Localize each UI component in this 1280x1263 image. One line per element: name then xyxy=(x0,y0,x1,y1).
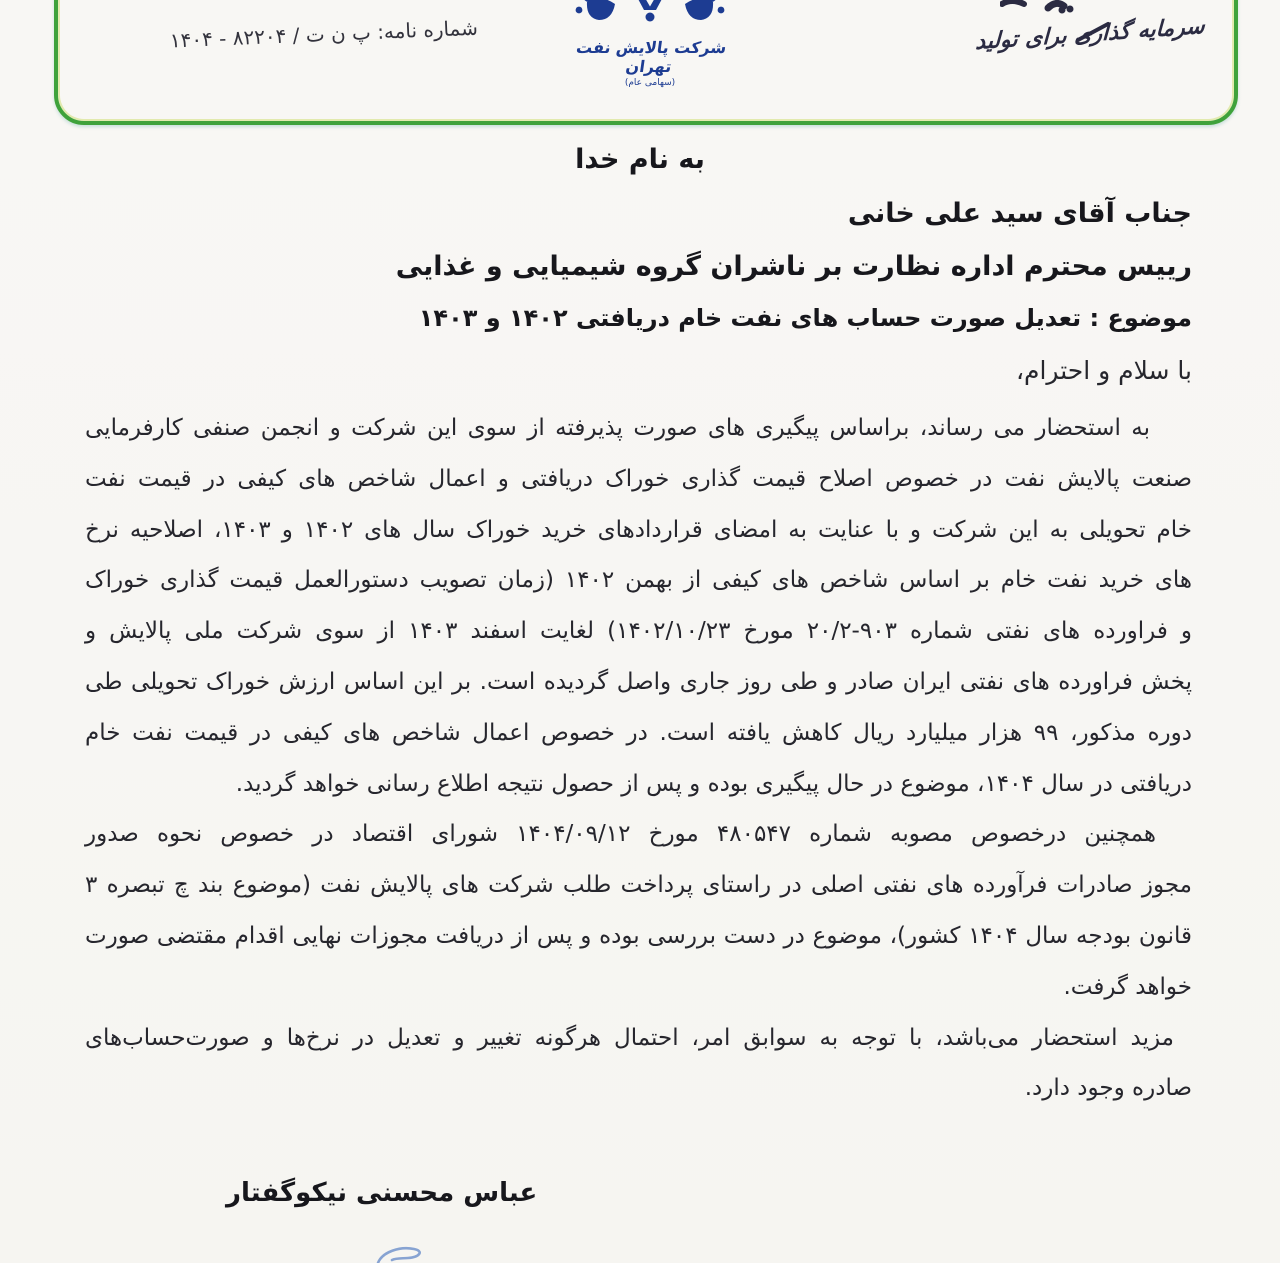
body-lines xyxy=(85,403,1192,1114)
company-logo xyxy=(566,0,734,88)
salutation: با سلام و احترام، xyxy=(1015,356,1192,385)
body-line: به استحضار می رساند، براساس پیگیری های صورت پذیرفته از سوی این شرکت و انجمن صنفی کارفرمایی xyxy=(85,415,1150,441)
letterhead-slogan: سرمایه گذاری برای تولید xyxy=(974,13,1206,56)
body-line: صادره وجود دارد. xyxy=(1024,1075,1192,1102)
recipient-name: جناب آقای سید علی خانی xyxy=(847,198,1192,229)
subject-line: موضوع : تعدیل صورت حساب های نفت خام دریافتی ۱۴۰۲ و ۱۴۰۳ xyxy=(418,304,1192,332)
body-line: های خرید نفت خام بر اساس شاخص های کیفی از بهمن ۱۴۰۲ (زمان تصویب دستورالعمل قیمت گذاری خوراک xyxy=(85,567,1192,594)
body-line: مجوز صادرات فرآورده های نفتی اصلی در راستای پرداخت طلب شرکت های پالایش نفت (موضوع بند چ تبصره ۳ xyxy=(85,872,1192,899)
body-line: خواهد گرفت. xyxy=(1063,973,1192,1000)
signature-name: عباس محسنی نیکوگفتار xyxy=(226,1178,538,1208)
body-line: و فراورده های نفتی شماره ۹۰۳-۲۰/۲ مورخ ۱۴۰۲/۱۰/۲۳) لغایت اسفند ۱۴۰۳ از سوی شرکت ملی پالایش و xyxy=(85,618,1192,645)
letter-headers xyxy=(82,198,1192,385)
body-line: مزید استحضار می‌باشد، با توجه به سوابق امر، احتمال هرگونه تغییر و تعدیل در نرخ‌ها و صورت‌حساب‌های xyxy=(85,1024,1174,1051)
body-line: همچنین درخصوص مصوبه شماره ۴۸۰۵۴۷ مورخ ۱۴۰۴/۰۹/۱۲ شورای اقتصاد در خصوص نحوه صدور xyxy=(85,821,1156,848)
handwritten-signature-stroke xyxy=(374,1244,434,1263)
body-line: دریافتی در سال ۱۴۰۴، موضوع در حال پیگیری بوده و پس از حصول نتیجه اطلاع رسانی خواهد گردید. xyxy=(235,770,1192,797)
company-name: شرکت پالایش نفت تهران xyxy=(574,38,728,76)
oil-company-emblem-icon xyxy=(575,0,725,36)
company-type: (سهامی عام) xyxy=(624,78,676,88)
body-line: قانون بودجه سال ۱۴۰۴ کشور)، موضوع در دست بررسی بوده و پس از دریافت مجوزات نهایی اقدام مقتضی صورت xyxy=(85,922,1192,949)
letter-number: شماره نامه: پ ن ت / ۸۲۲۰۴ - ۱۴۰۴ xyxy=(169,15,479,53)
body-line: صنعت پالایش نفت در خصوص اصلاح قیمت گذاری خوراک دریافتی و اعمال شاخص های کیفی در قیمت نفت xyxy=(85,465,1192,492)
recipient-title: رییس محترم اداره نظارت بر ناشران گروه شیمیایی و غذایی xyxy=(395,251,1192,282)
body-line: دوره مذکور، ۹۹ هزار میلیارد ریال کاهش یافته است. در خصوص اعمال شاخص های کیفی در قیمت نفت خام xyxy=(85,719,1192,746)
body-line: پخش فراورده های نفتی ایران صادر و طی روز جاری واصل گردیده است. بر این اساس ارزش خوراک تحویلی طی xyxy=(85,668,1192,695)
basmala: به نام خدا xyxy=(575,144,705,175)
body-line: خام تحویلی به این شرکت و با عنایت به امضای قراردادهای خرید خوراک سال های ۱۴۰۲ و ۱۴۰۳، اصلاحیه نرخ xyxy=(85,516,1193,543)
